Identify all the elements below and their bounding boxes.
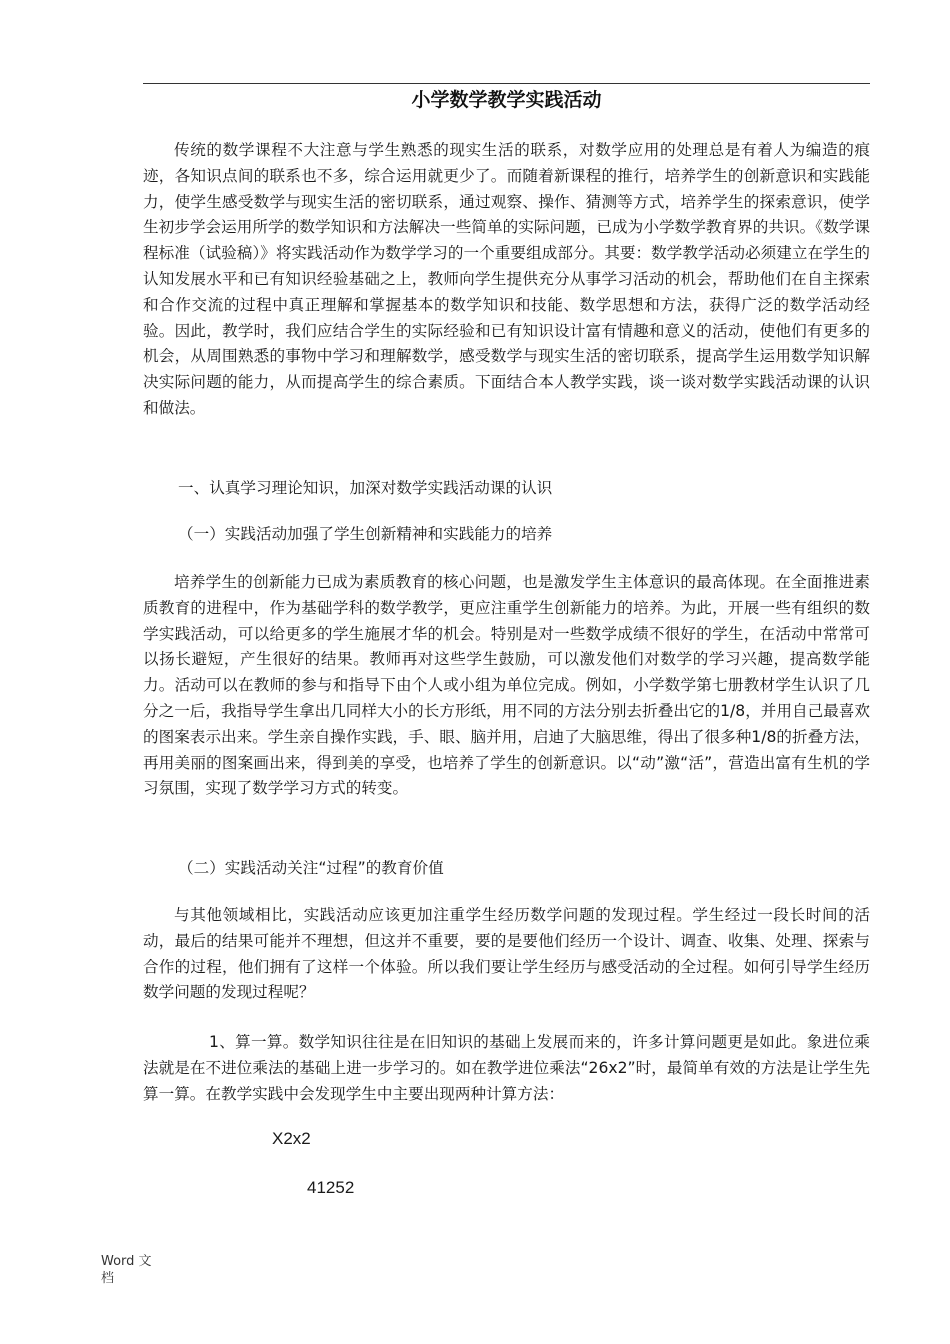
header-rule (143, 83, 870, 84)
subsection-heading: （一）实践活动加强了学生创新精神和实践能力的培养 (178, 525, 553, 543)
formula-line: X2x2 (272, 1129, 311, 1148)
footer-label: 档 (101, 1271, 115, 1286)
footer-label: Word 文 (101, 1254, 152, 1269)
point-paragraph: 1、算一算。数学知识往往是在旧知识的基础上发展而来的，许多计算问题更是如此。象进位乘法就是在不进位乘法的基础上进一步学习的。如在教学进位乘法“26x2”时，最简单有效的方法是让学生先算一算。在教学实践中会发现学生中主要出现两种计算方法： (143, 1033, 870, 1103)
body-paragraph: 与其他领域相比，实践活动应该更加注重学生经历数学问题的发现过程。学生经过一段长时间的活动，最后的结果可能并不理想，但这并不重要，要的是要他们经历一个设计、调查、收集、处理、探索与合作的过程，他们拥有了这样一个体验。所以我们要让学生经历与感受活动的全过程。如何引导学生经历数学问题的发现过程呢？ (143, 906, 870, 1002)
page-footer (101, 1253, 171, 1287)
formula-line: 41252 (307, 1178, 355, 1197)
section-heading: 一、认真学习理论知识，加深对数学实践活动课的认识 (178, 479, 553, 497)
intro-paragraph: 传统的数学课程不大注意与学生熟悉的现实生活的联系，对数学应用的处理总是有着人为编造的痕迹，各知识点间的联系也不多，综合运用就更少了。而随着新课程的推行，培养学生的创新意识和实践能力，使学生感受数学与现实生活的密切联系，通过观察、操作、猜测等方式，培养学生的探索意识，使学生初步学会运用所学的数学知识和方法解决一些简单的实际问题，已成为小学数学教育界的共识。《数学课程标准（试验稿）》将实践活动作为数学学习的一个重要组成部分。其要：数学教学活动必须建立在学生的认知发展水平和已有知识经验基础之上，教师向学生提供充分从事学习活动的机会，帮助他们在自主探索和合作交流的过程中真正理解和掌握基本的数学知识和技能、数学思想和方法，获得广泛的数学活动经验。因此，教学时，我们应结合学生的实际经验和已有知识设计富有情趣和意义的活动，使他们有更多的机会，从周围熟悉的事物中学习和理解数学，感受数学与现实生活的密切联系，提高学生运用数学知识解决实际问题的能力，从而提高学生的综合素质。下面结合本人教学实践，谈一谈对数学实践活动课的认识和做法。 (143, 141, 870, 417)
document-title: 小学数学教学实践活动 (411, 89, 602, 111)
subsection-heading: （二）实践活动关注“过程”的教育价值 (178, 859, 444, 877)
body-paragraph: 培养学生的创新能力已成为素质教育的核心问题，也是激发学生主体意识的最高体现。在全面推进素质教育的进程中，作为基础学科的数学教学，更应注重学生创新能力的培养。为此，开展一些有组织的数学实践活动，可以给更多的学生施展才华的机会。特别是对一些数学成绩不很好的学生，在活动中常常可以扬长避短，产生很好的结果。教师再对这些学生鼓励，可以激发他们对数学的学习兴趣，提高数学能力。活动可以在教师的参与和指导下由个人或小组为单位完成。例如，小学数学第七册教材学生认识了几分之一后，我指导学生拿出几同样大小的长方形纸，用不同的方法分别去折叠出它的1/8，并用自己最喜欢的图案表示出来。学生亲自操作实践，手、眼、脑并用，启迪了大脑思维，得出了很多种1/8的折叠方法，再用美丽的图案画出来，得到美的享受，也培养了学生的创新意识。以“动”激“活”，营造出富有生机的学习氛围，实现了数学学习方式的转变。 (143, 573, 870, 798)
